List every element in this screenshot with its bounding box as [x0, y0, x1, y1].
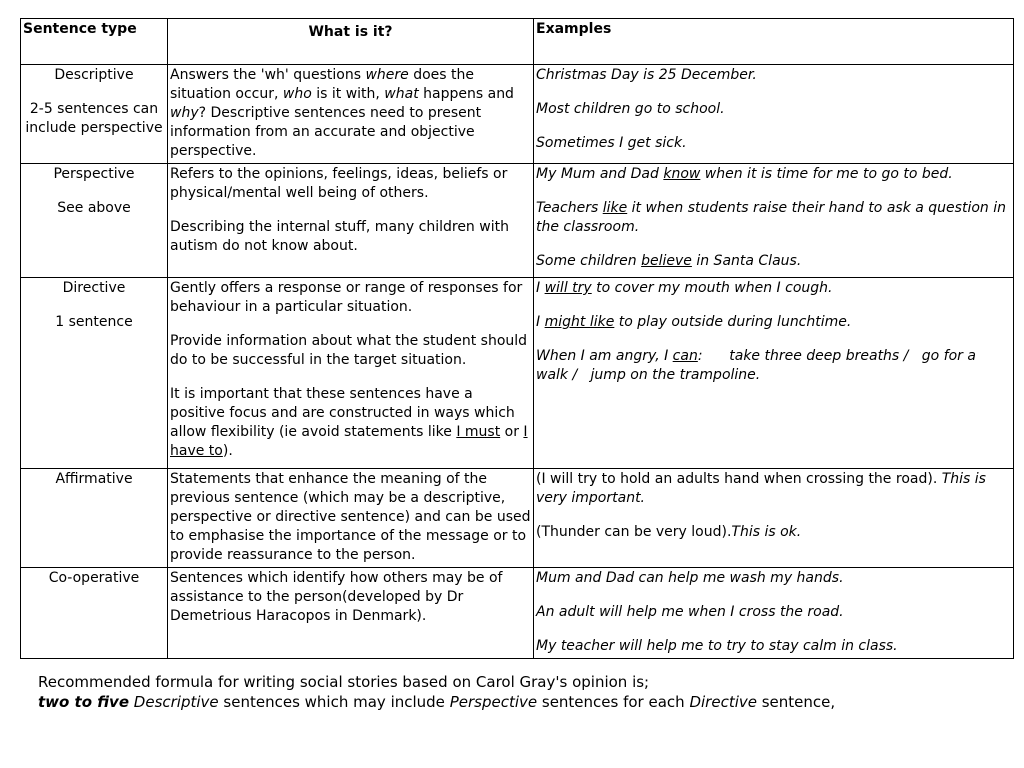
header-sentence-type: Sentence type [21, 19, 168, 65]
example-text: An adult will help me when I cross the road. [536, 604, 844, 620]
table-row [21, 469, 1014, 568]
example-text: My teacher will help me to try to stay calm in class. [536, 638, 898, 654]
sentence-type-cell [21, 469, 168, 568]
sentence-type-cell [21, 164, 168, 278]
description-text: Refers to the opinions, feelings, ideas, beliefs or physical/mental well being of others. [170, 166, 508, 201]
examples-cell [534, 469, 1014, 568]
example-text: Some children believe in Santa Claus. [536, 253, 802, 269]
table-row [21, 65, 1014, 164]
sentence-type-name: Perspective [53, 166, 135, 182]
sentence-type-cell [21, 278, 168, 469]
sentence-type-name: Co-operative [48, 570, 140, 586]
description-text: Provide information about what the student should do to be successful in the target situation. [170, 333, 528, 368]
header-examples: Examples [534, 19, 1014, 65]
table-row [21, 568, 1014, 659]
description-cell [168, 568, 534, 659]
description-cell [168, 278, 534, 469]
description-text: Sentences which identify how others may be of assistance to the person(developed by Dr Demetrious Haracopos in Denmark). [170, 570, 503, 624]
header-what-is-it: What is it? [168, 19, 534, 65]
example-text: When I am angry, I can: take three deep breaths / go for a walk / jump on the trampoline. [536, 348, 981, 383]
formula-line-1: Recommended formula for writing social stories based on Carol Gray's opinion is; [38, 673, 650, 691]
description-text: It is important that these sentences have a positive focus and are constructed in ways which allow flexibility (ie avoid statements like I must or I have to). [170, 386, 528, 459]
table-row [21, 164, 1014, 278]
description-cell [168, 65, 534, 164]
description-cell [168, 469, 534, 568]
example-text: Christmas Day is 25 December. [536, 67, 757, 83]
example-text: Most children go to school. [536, 101, 725, 117]
description-text: Statements that enhance the meaning of the previous sentence (which may be a descriptive, perspective or directive sentence) and can be used to emphasise the importance of the message or to provide reassurance to the person. [170, 471, 531, 563]
table-header-row [21, 19, 1014, 65]
description-text: Describing the internal stuff, many children with autism do not know about. [170, 219, 509, 254]
sentence-type-name: Affirmative [55, 471, 133, 487]
sentence-type-note: See above [57, 200, 131, 216]
examples-cell [534, 568, 1014, 659]
formula-line-2: two to five Descriptive sentences which may include Perspective sentences for each Directive sentence, [38, 693, 836, 711]
sentence-type-name: Descriptive [54, 67, 134, 83]
example-text: Teachers like it when students raise their hand to ask a question in the classroom. [536, 200, 1006, 235]
recommended-formula [38, 672, 1008, 712]
sentence-type-cell [21, 65, 168, 164]
example-text: (Thunder can be very loud).This is ok. [536, 524, 802, 540]
example-text: Sometimes I get sick. [536, 135, 687, 151]
examples-cell [534, 65, 1014, 164]
example-text: Mum and Dad can help me wash my hands. [536, 570, 844, 586]
example-text: My Mum and Dad know when it is time for me to go to bed. [536, 166, 953, 182]
table-row [21, 278, 1014, 469]
description-text: Answers the 'wh' questions where does the situation occur, who is it with, what happens and why? Descriptive sentences need to present information from an accurate and objective perspective. [170, 67, 514, 159]
sentence-type-cell [21, 568, 168, 659]
sentence-type-name: Directive [62, 280, 126, 296]
example-text: I might like to play outside during lunchtime. [536, 314, 852, 330]
examples-cell [534, 278, 1014, 469]
description-cell [168, 164, 534, 278]
sentence-type-note: 2-5 sentences can include perspective [25, 101, 163, 136]
description-text: Gently offers a response or range of responses for behaviour in a particular situation. [170, 280, 523, 315]
sentence-type-note: 1 sentence [55, 314, 133, 330]
example-text: (I will try to hold an adults hand when crossing the road). This is very important. [536, 471, 986, 506]
example-text: I will try to cover my mouth when I cough. [536, 280, 833, 296]
sentence-types-table [20, 18, 1014, 659]
examples-cell [534, 164, 1014, 278]
